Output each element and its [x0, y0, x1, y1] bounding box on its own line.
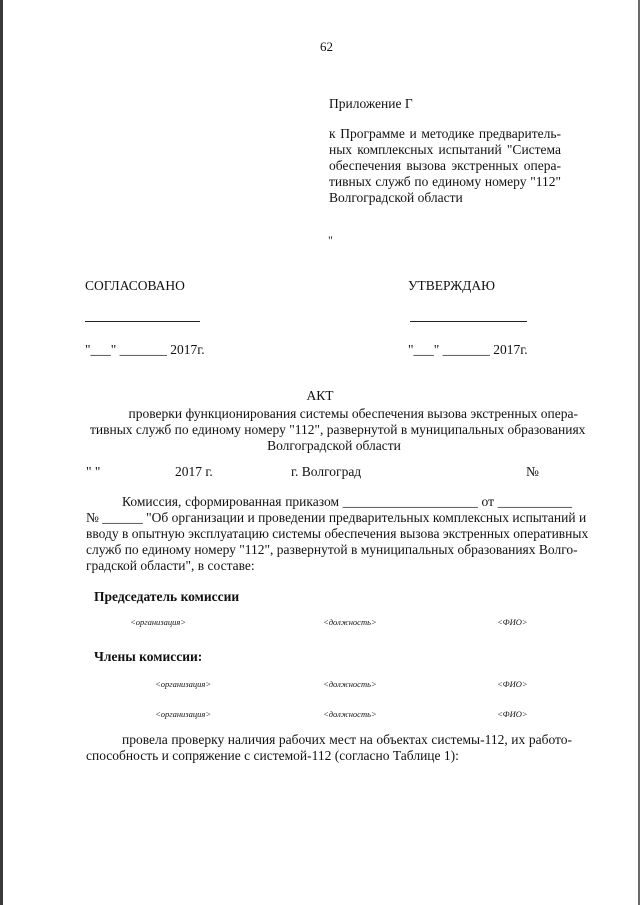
appendix-description-line: ных комплексных испытаний "Система — [329, 142, 561, 157]
approved-heading: СОГЛАСОВАНО — [85, 278, 185, 293]
intro-line: вводу в опытную эксплуатацию системы обеспечения вызова экстренных оперативных — [86, 526, 589, 541]
act-subtitle-line: Волгоградской области — [267, 438, 401, 453]
conclusion-paragraph — [86, 732, 572, 764]
appendix-description-line: тивных служб по единому номеру "112" — [329, 174, 561, 189]
member-position-caption: < должность > — [323, 679, 377, 689]
stray-quote-mark: " — [328, 233, 333, 247]
intro-paragraph — [86, 494, 589, 574]
appendix-description-line: обеспечения вызова экстренных опера- — [329, 158, 561, 173]
members-heading: Члены комиссии: — [94, 649, 203, 664]
act-city: г. Волгоград — [291, 464, 362, 479]
appendix-description-line: к Программе и методике предваритель- — [329, 126, 561, 141]
chairman-org-caption: < организация > — [130, 617, 186, 627]
scan-border-left — [0, 0, 3, 905]
intro-line: № ______ "Об организации и проведении предварительных комплексных испытаний и — [86, 510, 587, 525]
chairman-position-caption: < должность > — [323, 617, 377, 627]
member-name-caption: < ФИО > — [497, 679, 528, 689]
date-quotes: " " — [86, 464, 101, 479]
intro-line: Комиссия, сформированная приказом ____________________ от ___________ — [122, 494, 572, 509]
intro-line: градской области", в составе: — [86, 558, 255, 573]
date-right: "___" _______ 2017г. — [408, 342, 528, 357]
member-org-caption: < организация > — [155, 709, 211, 719]
appendix-description-line: Волгоградской области — [329, 190, 463, 205]
member-position-caption: < должность > — [323, 709, 377, 719]
act-number-sign: № — [526, 464, 539, 479]
act-subtitle — [90, 406, 586, 454]
signature-line-left — [85, 321, 200, 322]
chairman-name-caption: < ФИО > — [497, 617, 528, 627]
date-left: "___" _______ 2017г. — [85, 342, 205, 357]
confirm-heading: УТВЕРЖДАЮ — [408, 278, 496, 293]
page-number: 62 — [320, 39, 333, 54]
act-year: 2017 г. — [175, 464, 213, 479]
act-title: АКТ — [306, 388, 334, 403]
member-name-caption: < ФИО > — [497, 709, 528, 719]
member-org-caption: < организация > — [155, 679, 211, 689]
conclusion-line: способность и сопряжение с системой-112 (согласно Таблице 1): — [86, 748, 459, 763]
appendix-description — [329, 126, 561, 206]
signature-line-right — [410, 321, 527, 322]
act-subtitle-line: тивных служб по единому номеру "112", развернутой в муниципальных образованиях — [90, 422, 586, 437]
chairman-heading: Председатель комиссии — [94, 589, 240, 604]
intro-line: служб по единому номеру "112", развернутой в муниципальных образованиях Волго- — [86, 542, 578, 557]
conclusion-line: провела проверку наличия рабочих мест на объектах системы-112, их работо- — [122, 732, 572, 747]
appendix-title: Приложение Г — [329, 96, 413, 111]
act-subtitle-line: проверки функционирования системы обеспечения вызова экстренных опера- — [128, 406, 578, 421]
